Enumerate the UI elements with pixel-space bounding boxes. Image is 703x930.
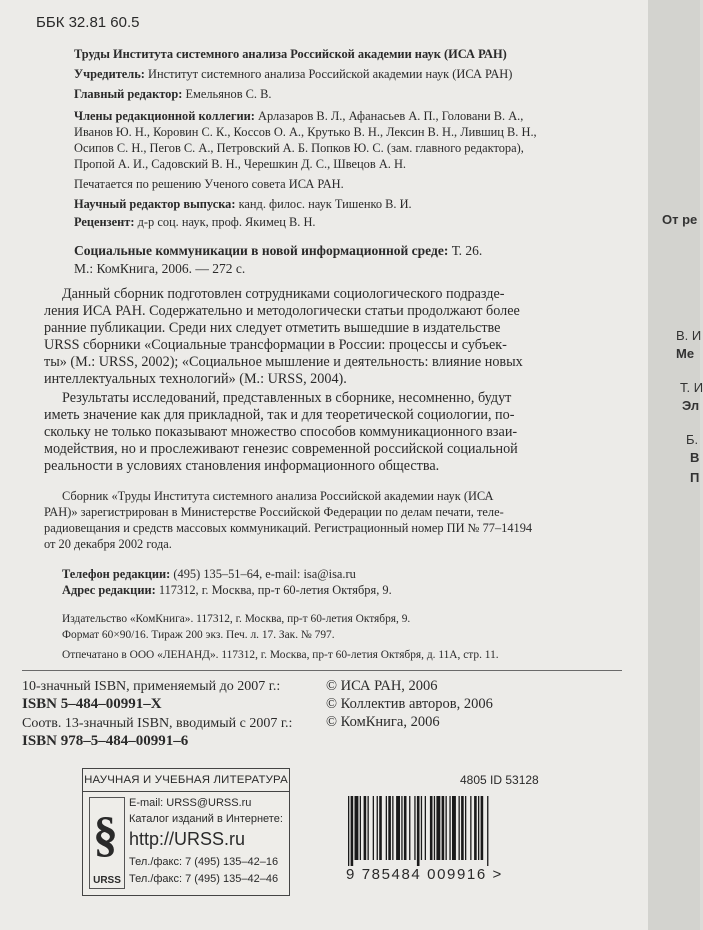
abstract-1-line-3: ранние публикации. Среди них следует отметить вышедшие в издательстве [44, 320, 501, 336]
abstract-1-line-5: ты» (М.: URSS, 2002); «Социальное мышление и деятельность: влияние новых [44, 354, 523, 370]
registration-line-1: Сборник «Труды Института системного анализа Российской академии наук (ИСА [62, 489, 494, 503]
registration-line-4: от 20 декабря 2002 года. [44, 537, 172, 551]
publisher-line-2: Формат 60×90/16. Тираж 200 экз. Печ. л. 17. Зак. № 797. [62, 629, 335, 641]
isbn10-note: 10-значный ISBN, применяемый до 2007 г.: [22, 679, 281, 694]
barcode-bars-icon [346, 796, 538, 866]
abstract-2-line-1: Результаты исследований, представленных в сборнике, несомненно, будут [62, 390, 512, 406]
printed-line: Отпечатано в ООО «ЛЕНАНД». 117312, г. Москва, пр-т 60-летия Октября, д. 11А, стр. 11. [62, 649, 499, 661]
copyright-1: © ИСА РАН, 2006 [326, 678, 438, 694]
reviewer-line: Рецензент: д-р соц. наук, проф. Якимец В. Н. [74, 215, 316, 229]
abstract-1-line-6: интеллектуальных технологий» (М.: URSS, 2004). [44, 371, 347, 387]
isbn13-note: Соотв. 13-значный ISBN, вводимый с 2007 г.: [22, 716, 293, 731]
book-title: Социальные коммуникации в новой информационной среде: Т. 26. [74, 243, 483, 258]
abstract-2-line-3: скольку не только показывают множество способов коммуникационного взаи- [44, 424, 518, 440]
board-line-1: Члены редакционной коллегии: Арлазаров В. Л., Афанасьев А. П., Головани В. А., [74, 109, 524, 123]
abstract-2-line-5: реальности в условиях становления информационного общества. [44, 458, 440, 474]
copyright-2: © Коллектив авторов, 2006 [326, 696, 493, 712]
urss-url: http://URSS.ru [129, 829, 246, 849]
abstract-2-line-4: модействия, но и прослеживают генезис современной российской социальной [44, 441, 518, 457]
registration-line-3: радиовещания и средств массовых коммуникаций. Регистрационный номер ПИ № 77–14194 [44, 521, 533, 535]
next-page-text-8: П [690, 470, 700, 485]
urss-logo-icon: § URSS [89, 797, 125, 889]
next-page-text-2: В. И [676, 328, 702, 343]
board-line-4: Пропой А. И., Садовский В. Н., Черешкин Д. С., Швецов А. Н. [74, 157, 407, 171]
board-line-3: Осипов С. Н., Пегов С. А., Петровский А. Б. Попков Ю. С. (зам. главного редактора), [74, 141, 524, 155]
issue-editor-line: Научный редактор выпуска: канд. филос. наук Тишенко В. И. [74, 197, 412, 211]
divider [22, 670, 622, 671]
abstract-2-line-2: иметь значение как для прикладной, так и для теоретической социологии, по- [44, 407, 515, 423]
next-page-text-4: Т. И [680, 380, 703, 395]
abstract-1-line-2: ления ИСА РАН. Содержательно и методологически статьи продолжают более [44, 303, 520, 319]
series-title: Труды Института системного анализа Российской академии наук (ИСА РАН) [74, 47, 507, 61]
publisher-line-1: Издательство «КомКнига». 117312, г. Москва, пр-т 60-летия Октября, 9. [62, 613, 411, 625]
urss-email: E-mail: URSS@URSS.ru [129, 797, 252, 809]
founder-line: Учредитель: Институт системного анализа Российской академии наук (ИСА РАН) [74, 67, 513, 81]
decision-line: Печатается по решению Ученого совета ИСА РАН. [74, 177, 344, 191]
urss-catalog: Каталог изданий в Интернете: [129, 813, 283, 825]
next-page-text-1: От ре [662, 212, 698, 227]
next-page-text-7: В [690, 450, 700, 465]
urss-header: НАУЧНАЯ И УЧЕБНАЯ ЛИТЕРАТУРА [83, 769, 289, 792]
urss-tel: Тел./факс: 7 (495) 135–42–16 [129, 856, 279, 868]
copyright-3: © КомКнига, 2006 [326, 714, 440, 730]
address-line: Адрес редакции: 117312, г. Москва, пр-т 60-летия Октября, 9. [62, 583, 392, 597]
next-page-text-6: Б. [686, 432, 699, 447]
urss-fax: Тел./факс: 7 (495) 135–42–46 [129, 873, 279, 885]
chief-editor-line: Главный редактор: Емельянов С. В. [74, 87, 272, 101]
isbn13: ISBN 978–5–484–00991–6 [22, 733, 189, 749]
bbk-code: ББК 32.81 60.5 [36, 14, 140, 31]
barcode-id: 4805 ID 53128 [460, 773, 539, 787]
board-line-2: Иванов Ю. Н., Коровин С. К., Коссов О. А., Крутько В. Н., Лексин В. Н., Лившиц В. Н., [74, 125, 537, 139]
abstract-1-line-1: Данный сборник подготовлен сотрудниками социологического подразде- [62, 286, 505, 302]
urss-info-box [82, 768, 290, 896]
next-page-text-5: Эл [682, 398, 700, 413]
phone-line: Телефон редакции: (495) 135–51–64, e-mail: isa@isa.ru [62, 567, 356, 581]
next-page-edge [648, 0, 703, 930]
registration-line-2: РАН)» зарегистрирован в Министерстве Российской Федерации по делам печати, теле- [44, 505, 504, 519]
next-page-text-3: Ме [676, 346, 695, 361]
abstract-1-line-4: URSS сборники «Социальные трансформации в России: процессы и субъек- [44, 337, 507, 353]
book-imprint: М.: КомКнига, 2006. — 272 с. [74, 261, 246, 276]
isbn10: ISBN 5–484–00991–X [22, 696, 162, 712]
barcode-digits: 9 785484 009916 > [346, 866, 503, 883]
